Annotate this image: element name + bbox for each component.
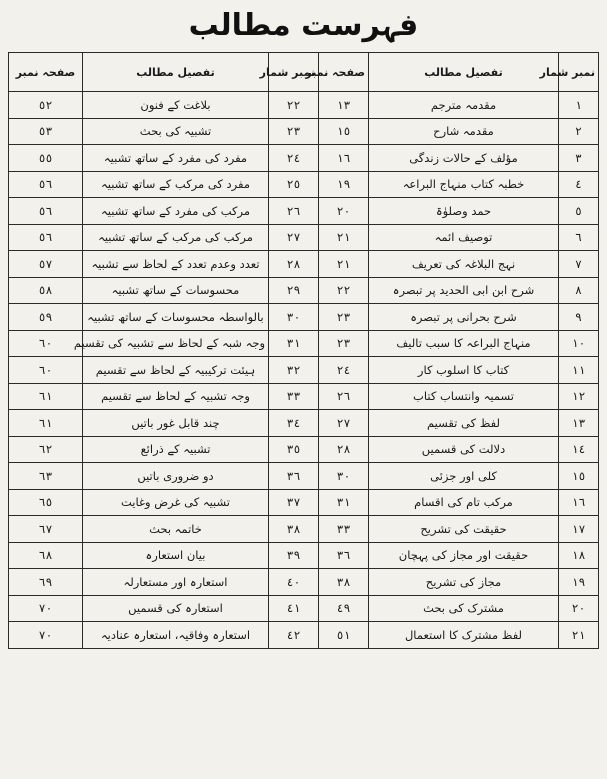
page-cell-2: ٥٦ — [9, 171, 83, 198]
serial-cell: ١٢ — [559, 383, 599, 410]
page-cell-2: ٥٣ — [9, 118, 83, 145]
topic-cell: کلی اور جزئی — [369, 463, 559, 490]
topic-cell-2: استعارہ وفاقیہ، استعارہ عنادیہ — [83, 622, 269, 649]
serial-cell-2: ٣٣ — [269, 383, 319, 410]
topic-cell-2: خاتمہ بحث — [83, 516, 269, 543]
serial-cell: ٤ — [559, 171, 599, 198]
topic-cell-2: استعارہ اور مستعارلہ — [83, 569, 269, 596]
topic-cell-2: تشبیہ کی غرض وغایت — [83, 489, 269, 516]
serial-cell-2: ٢٨ — [269, 251, 319, 278]
page-cell-2: ٦٠ — [9, 357, 83, 384]
serial-cell-2: ٤٢ — [269, 622, 319, 649]
contents-body — [9, 92, 599, 649]
serial-cell: ١١ — [559, 357, 599, 384]
serial-cell-2: ٢٥ — [269, 171, 319, 198]
topic-cell-2: بلاغت کے فنون — [83, 92, 269, 119]
page-cell: ٣٣ — [319, 516, 369, 543]
serial-cell: ١٠ — [559, 330, 599, 357]
header-topic: تفصیل مطالب — [369, 53, 559, 92]
topic-cell-2: مفرد کی مفرد کے ساتھ تشبیہ — [83, 145, 269, 172]
table-row — [9, 542, 599, 569]
page-cell: ٢١ — [319, 251, 369, 278]
page-cell: ٢٧ — [319, 410, 369, 437]
table-row — [9, 489, 599, 516]
table-row — [9, 463, 599, 490]
serial-cell-2: ٤٠ — [269, 569, 319, 596]
topic-cell: مجاز کی تشریح — [369, 569, 559, 596]
table-row — [9, 569, 599, 596]
serial-cell: ٦ — [559, 224, 599, 251]
topic-cell-2: دو ضروری باتیں — [83, 463, 269, 490]
page-cell-2: ٦٣ — [9, 463, 83, 490]
page-cell-2: ٥٨ — [9, 277, 83, 304]
topic-cell: مؤلف کے حالات زندگی — [369, 145, 559, 172]
serial-cell-2: ٢٢ — [269, 92, 319, 119]
page-cell-2: ٥٦ — [9, 198, 83, 225]
contents-table — [8, 52, 599, 649]
table-row — [9, 92, 599, 119]
page-cell: ٢٨ — [319, 436, 369, 463]
serial-cell: ٧ — [559, 251, 599, 278]
page-title: فہرست مطالب — [188, 8, 419, 43]
serial-cell: ٥ — [559, 198, 599, 225]
serial-cell-2: ٣٤ — [269, 410, 319, 437]
serial-cell-2: ٣٢ — [269, 357, 319, 384]
page-cell: ٣٠ — [319, 463, 369, 490]
page-cell-2: ٦٩ — [9, 569, 83, 596]
page-cell-2: ٦٥ — [9, 489, 83, 516]
page-cell-2: ٦٨ — [9, 542, 83, 569]
serial-cell: ٢ — [559, 118, 599, 145]
topic-cell-2: بیان استعارہ — [83, 542, 269, 569]
page-cell: ١٥ — [319, 118, 369, 145]
serial-cell: ١٦ — [559, 489, 599, 516]
serial-cell-2: ٢٩ — [269, 277, 319, 304]
header-serial-2: نمبر شمار — [269, 53, 319, 92]
topic-cell: شرح بحرانی پر تبصرہ — [369, 304, 559, 331]
topic-cell: مرکب تام کی اقسام — [369, 489, 559, 516]
topic-cell: حمد وصلوٰۃ — [369, 198, 559, 225]
serial-cell: ١٥ — [559, 463, 599, 490]
topic-cell-2: تعدد وعدم تعدد کے لحاظ سے تشبیہ — [83, 251, 269, 278]
topic-cell: لفظ کی تقسیم — [369, 410, 559, 437]
serial-cell-2: ٣٧ — [269, 489, 319, 516]
topic-cell-2: وجہ تشبیہ کے لحاظ سے تقسیم — [83, 383, 269, 410]
page-cell: ٢١ — [319, 224, 369, 251]
serial-cell-2: ٤١ — [269, 595, 319, 622]
page-cell: ٢٣ — [319, 330, 369, 357]
page-cell-2: ٧٠ — [9, 622, 83, 649]
serial-cell-2: ٣٥ — [269, 436, 319, 463]
page-cell: ٣٦ — [319, 542, 369, 569]
page-cell: ١٦ — [319, 145, 369, 172]
serial-cell-2: ٣٨ — [269, 516, 319, 543]
topic-cell: خطبہ کتاب منہاج البراعہ — [369, 171, 559, 198]
header-row — [9, 53, 599, 92]
serial-cell-2: ٢٤ — [269, 145, 319, 172]
topic-cell: نہج البلاغہ کی تعریف — [369, 251, 559, 278]
page-cell-2: ٦٠ — [9, 330, 83, 357]
serial-cell-2: ٣١ — [269, 330, 319, 357]
serial-cell-2: ٣٠ — [269, 304, 319, 331]
page-cell: ٢٤ — [319, 357, 369, 384]
topic-cell: تسمیہ وانتساب کتاب — [369, 383, 559, 410]
topic-cell-2: محسوسات کے ساتھ تشبیہ — [83, 277, 269, 304]
serial-cell: ٩ — [559, 304, 599, 331]
page-cell: ٥١ — [319, 622, 369, 649]
topic-cell: توصیف ائمہ — [369, 224, 559, 251]
header-page-2: صفحہ نمبر — [9, 53, 83, 92]
table-row — [9, 277, 599, 304]
page-cell: ٢٠ — [319, 198, 369, 225]
table-row — [9, 198, 599, 225]
topic-cell: شرح ابن ابی الحدید پر تبصرہ — [369, 277, 559, 304]
topic-cell: دلالت کی قسمیں — [369, 436, 559, 463]
topic-cell: لفظ مشترک کا استعمال — [369, 622, 559, 649]
page-cell: ٢٣ — [319, 304, 369, 331]
serial-cell-2: ٣٩ — [269, 542, 319, 569]
serial-cell: ١٩ — [559, 569, 599, 596]
table-row — [9, 330, 599, 357]
serial-cell: ١ — [559, 92, 599, 119]
serial-cell: ٨ — [559, 277, 599, 304]
table-row — [9, 436, 599, 463]
serial-cell: ٢٠ — [559, 595, 599, 622]
serial-cell-2: ٣٦ — [269, 463, 319, 490]
topic-cell-2: وجہ شبہ کے لحاظ سے تشبیہ کی تقسیم — [83, 330, 269, 357]
serial-cell: ١٣ — [559, 410, 599, 437]
page-cell: ٢٢ — [319, 277, 369, 304]
page-cell-2: ٦٧ — [9, 516, 83, 543]
serial-cell: ١٧ — [559, 516, 599, 543]
table-row — [9, 224, 599, 251]
topic-cell: مقدمہ مترجم — [369, 92, 559, 119]
page-cell: ١٣ — [319, 92, 369, 119]
page-cell: ١٩ — [319, 171, 369, 198]
topic-cell-2: چند قابل غور باتیں — [83, 410, 269, 437]
table-row — [9, 516, 599, 543]
topic-cell-2: استعارہ کی قسمیں — [83, 595, 269, 622]
page-cell-2: ٦١ — [9, 410, 83, 437]
topic-cell-2: مرکب کی مرکب کے ساتھ تشبیہ — [83, 224, 269, 251]
page-cell-2: ٦٢ — [9, 436, 83, 463]
serial-cell: ١٨ — [559, 542, 599, 569]
page-cell-2: ٥٧ — [9, 251, 83, 278]
header-page: صفحہ نمبر — [319, 53, 369, 92]
topic-cell: مشترک کی بحث — [369, 595, 559, 622]
page-cell-2: ٥٩ — [9, 304, 83, 331]
topic-cell-2: تشبیہ کی بحث — [83, 118, 269, 145]
page-cell-2: ٥٥ — [9, 145, 83, 172]
topic-cell-2: مفرد کی مرکب کے ساتھ تشبیہ — [83, 171, 269, 198]
page-cell-2: ٥٦ — [9, 224, 83, 251]
topic-cell: کتاب کا اسلوب کار — [369, 357, 559, 384]
topic-cell-2: تشبیہ کے ذرائع — [83, 436, 269, 463]
topic-cell: منہاج البراعہ کا سبب تالیف — [369, 330, 559, 357]
table-row — [9, 383, 599, 410]
table-row — [9, 171, 599, 198]
table-row — [9, 304, 599, 331]
table-row — [9, 357, 599, 384]
page-cell: ٤٩ — [319, 595, 369, 622]
topic-cell: حقیقت کی تشریح — [369, 516, 559, 543]
page-cell-2: ٥٢ — [9, 92, 83, 119]
serial-cell-2: ٢٣ — [269, 118, 319, 145]
header-serial: نمبر شمار — [559, 53, 599, 92]
table-row — [9, 595, 599, 622]
topic-cell-2: ہیئت ترکیبیہ کے لحاظ سے تقسیم — [83, 357, 269, 384]
page-cell-2: ٦١ — [9, 383, 83, 410]
table-row — [9, 251, 599, 278]
topic-cell: مقدمہ شارح — [369, 118, 559, 145]
page-cell: ٢٦ — [319, 383, 369, 410]
serial-cell: ٣ — [559, 145, 599, 172]
topic-cell-2: مرکب کی مفرد کے ساتھ تشبیہ — [83, 198, 269, 225]
page-cell: ٣٨ — [319, 569, 369, 596]
topic-cell: حقیقت اور مجاز کی پہچان — [369, 542, 559, 569]
table-row — [9, 145, 599, 172]
table-row — [9, 622, 599, 649]
header-topic-2: تفصیل مطالب — [83, 53, 269, 92]
page-cell-2: ٧٠ — [9, 595, 83, 622]
page-cell: ٣١ — [319, 489, 369, 516]
serial-cell: ٢١ — [559, 622, 599, 649]
table-row — [9, 118, 599, 145]
serial-cell-2: ٢٧ — [269, 224, 319, 251]
serial-cell: ١٤ — [559, 436, 599, 463]
table-row — [9, 410, 599, 437]
topic-cell-2: بالواسطہ محسوسات کے ساتھ تشبیہ — [83, 304, 269, 331]
serial-cell-2: ٢٦ — [269, 198, 319, 225]
